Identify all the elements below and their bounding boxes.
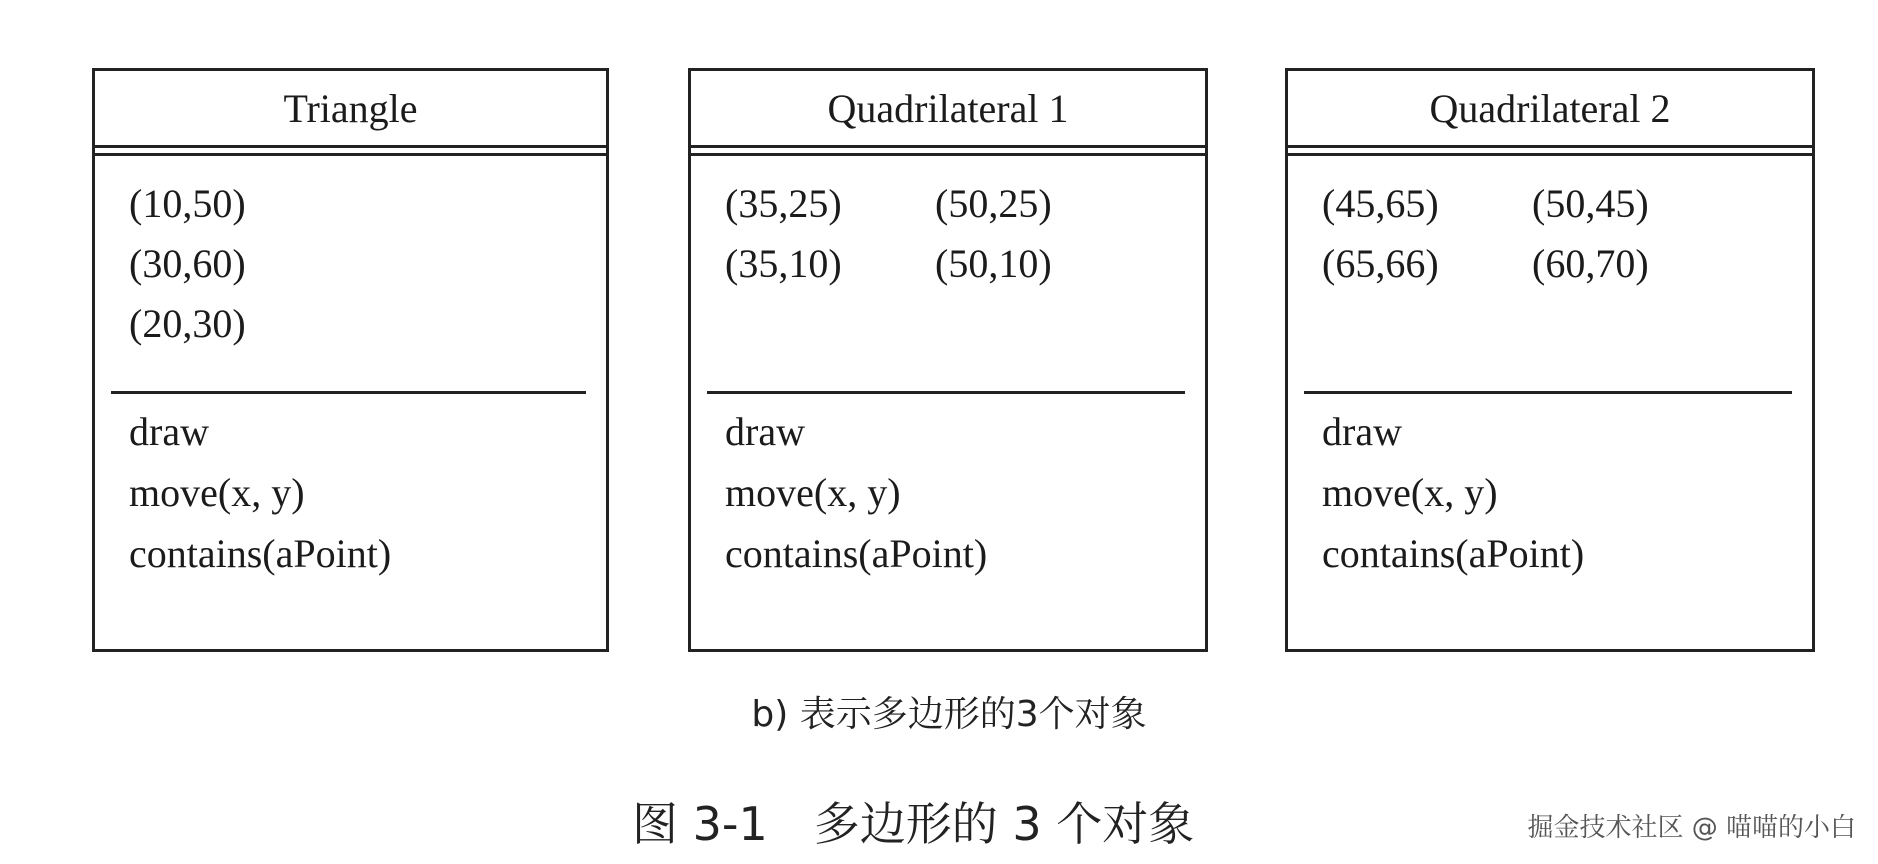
operation-item: move(x, y): [129, 470, 305, 515]
operation-item: contains(aPoint): [725, 531, 988, 576]
attribute-value: (60,70): [1532, 241, 1649, 286]
watermark-text: 掘金技术社区 @ 喵喵的小白: [1527, 813, 1856, 843]
attribute-section: [95, 156, 606, 384]
attribute-value: (65,66): [1322, 241, 1439, 286]
figure-caption: 图 3-1 多边形的 3 个对象: [632, 797, 1195, 851]
operation-item: draw: [1322, 409, 1402, 454]
attribute-value: (50,45): [1532, 181, 1649, 226]
attribute-row: [1322, 234, 1812, 294]
operation-section: [725, 401, 987, 584]
object-title: Triangle: [95, 71, 606, 148]
section-divider: [1304, 391, 1792, 394]
title-divider: [1288, 148, 1812, 156]
attribute-section: [691, 156, 1205, 384]
attribute-row: [129, 174, 606, 234]
attribute-value: (50,10): [935, 241, 1052, 286]
attribute-row: [129, 234, 606, 294]
operation-section: [1322, 401, 1584, 584]
attribute-value: (30,60): [129, 241, 246, 286]
attribute-value: (35,25): [725, 181, 842, 226]
title-divider: [95, 148, 606, 156]
section-divider: [111, 391, 586, 394]
object-title: Quadrilateral 1: [691, 71, 1205, 148]
attribute-value: (45,65): [1322, 181, 1439, 226]
operation-section: [129, 401, 391, 584]
attribute-row: [129, 294, 606, 354]
attribute-row: [725, 174, 1205, 234]
attribute-value: (20,30): [129, 301, 246, 346]
operation-item: draw: [129, 409, 209, 454]
attribute-section: [1288, 156, 1812, 384]
object-box-quadrilateral-2: [1285, 68, 1815, 652]
attribute-row: [725, 234, 1205, 294]
attribute-value: (35,10): [725, 241, 842, 286]
object-box-quadrilateral-1: [688, 68, 1208, 652]
title-divider: [691, 148, 1205, 156]
attribute-row: [1322, 174, 1812, 234]
subfigure-caption: b) 表示多边形的3个对象: [751, 694, 1147, 735]
operation-item: move(x, y): [1322, 470, 1498, 515]
object-title: Quadrilateral 2: [1288, 71, 1812, 148]
attribute-value: (50,25): [935, 181, 1052, 226]
operation-item: draw: [725, 409, 805, 454]
operation-item: contains(aPoint): [129, 531, 392, 576]
object-box-triangle: [92, 68, 609, 652]
operation-item: move(x, y): [725, 470, 901, 515]
operation-item: contains(aPoint): [1322, 531, 1585, 576]
section-divider: [707, 391, 1185, 394]
attribute-value: (10,50): [129, 181, 246, 226]
